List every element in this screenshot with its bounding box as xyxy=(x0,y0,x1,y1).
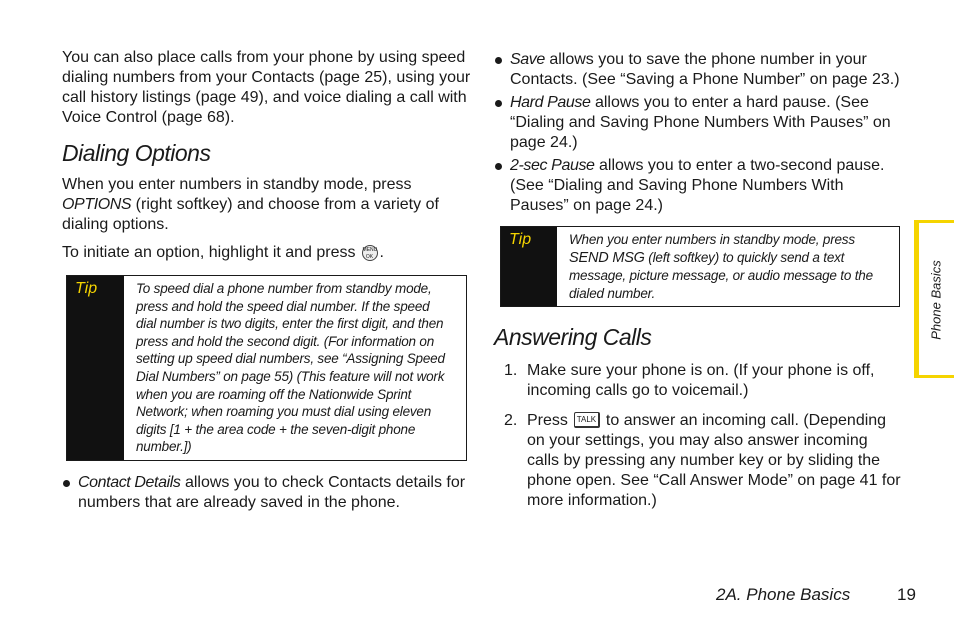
para2-post: . xyxy=(379,244,384,261)
bullet-dot xyxy=(63,480,70,487)
side-tab-label: Phone Basics xyxy=(928,260,944,340)
footer-section-label: 2A. Phone Basics xyxy=(716,585,851,604)
bullet-dot xyxy=(495,100,502,107)
tip-label: Tip xyxy=(67,276,124,460)
contact-details-bullet xyxy=(62,473,472,513)
menu-ok-key-icon: MENU OK xyxy=(362,246,378,260)
step-pre: Press xyxy=(527,412,568,430)
tip-label: Tip xyxy=(501,227,557,306)
para1-pre: When you enter numbers in standby mode, press xyxy=(62,176,412,193)
save-bullet xyxy=(494,50,904,90)
para1-post: (right softkey) and choose from a variety of dialing options. xyxy=(62,196,439,233)
bullet-term: Contact Details xyxy=(78,473,181,491)
tip-text: To speed dial a phone number from standby mode, press and hold the speed dial number. If the speed dial number is two digits, enter the first digit, and then press and hold the second digit. (For information on setting up speed dial numbers, see “Assigning Speed Dial Numbers” on page 55) (This feature will not work when you are roaming off the Nationwide Sprint Network; when roaming you must dial using eleven digits [1 + the area code + the seven-digit phone number.]) xyxy=(136,281,445,455)
talk-key-icon: TALK xyxy=(574,412,600,428)
two-sec-pause-bullet xyxy=(494,156,904,216)
right-column xyxy=(494,50,904,521)
initiate-option-paragraph xyxy=(62,243,472,263)
bullet-text: allows you to save the phone number in your Contacts. (See “Saving a Phone Number” on page 23.) xyxy=(510,51,900,88)
step-number: 2. xyxy=(504,412,518,430)
tip-post: (left softkey) to quickly send a text message, picture message, or audio message to the dialed number. xyxy=(569,249,873,301)
dialing-options-paragraph xyxy=(62,175,472,235)
left-column xyxy=(62,48,472,516)
tip-pre: When you enter numbers in standby mode, press xyxy=(569,232,855,247)
bullet-text: allows you to enter a two-second pause. (See “Dialing and Saving Phone Numbers With Pauses” on page 24.) xyxy=(510,157,885,214)
section-side-tab xyxy=(914,220,954,378)
bullet-term: Hard Pause xyxy=(510,94,591,111)
bullet-term: Save xyxy=(510,51,545,68)
send-msg-softkey-label: SEND MSG xyxy=(569,249,645,266)
bullet-dot xyxy=(495,163,502,170)
bullet-dot xyxy=(495,57,502,64)
step-text: Make sure your phone is on. (If your phone is off, incoming calls go to voicemail.) xyxy=(527,362,875,400)
options-softkey-label: OPTIONS xyxy=(62,196,132,213)
step-number: 1. xyxy=(504,362,518,380)
speed-dial-tip-box xyxy=(66,275,467,461)
intro-paragraph: You can also place calls from your phone by using speed dialing numbers from your Contacts (page 25), using your call history listings (page 49), and voice dialing a call with Voice Control (page 68). xyxy=(62,49,471,126)
bullet-term: 2-sec Pause xyxy=(510,157,595,174)
dialing-options-heading: Dialing Options xyxy=(62,140,211,166)
footer-page-number: 19 xyxy=(897,585,916,604)
tip-text xyxy=(557,227,899,306)
step-1 xyxy=(494,361,904,401)
hard-pause-bullet xyxy=(494,93,904,153)
bullet-text: allows you to check Contacts details for numbers that are already saved in the phone. xyxy=(78,473,466,511)
para2-pre: To initiate an option, highlight it and press xyxy=(62,244,356,261)
bullet-text: allows you to enter a hard pause. (See “Dialing and Saving Phone Numbers With Pauses” on page 24.) xyxy=(510,94,891,151)
answering-calls-heading: Answering Calls xyxy=(494,324,652,351)
send-msg-tip-box xyxy=(500,226,900,307)
step-2 xyxy=(494,411,904,511)
step-post: to answer an incoming call. (Depending on your settings, you may also answer incoming calls by pressing any number key or by sliding the phone open. See “Call Answer Mode” on page 41 for more information.) xyxy=(527,412,901,510)
